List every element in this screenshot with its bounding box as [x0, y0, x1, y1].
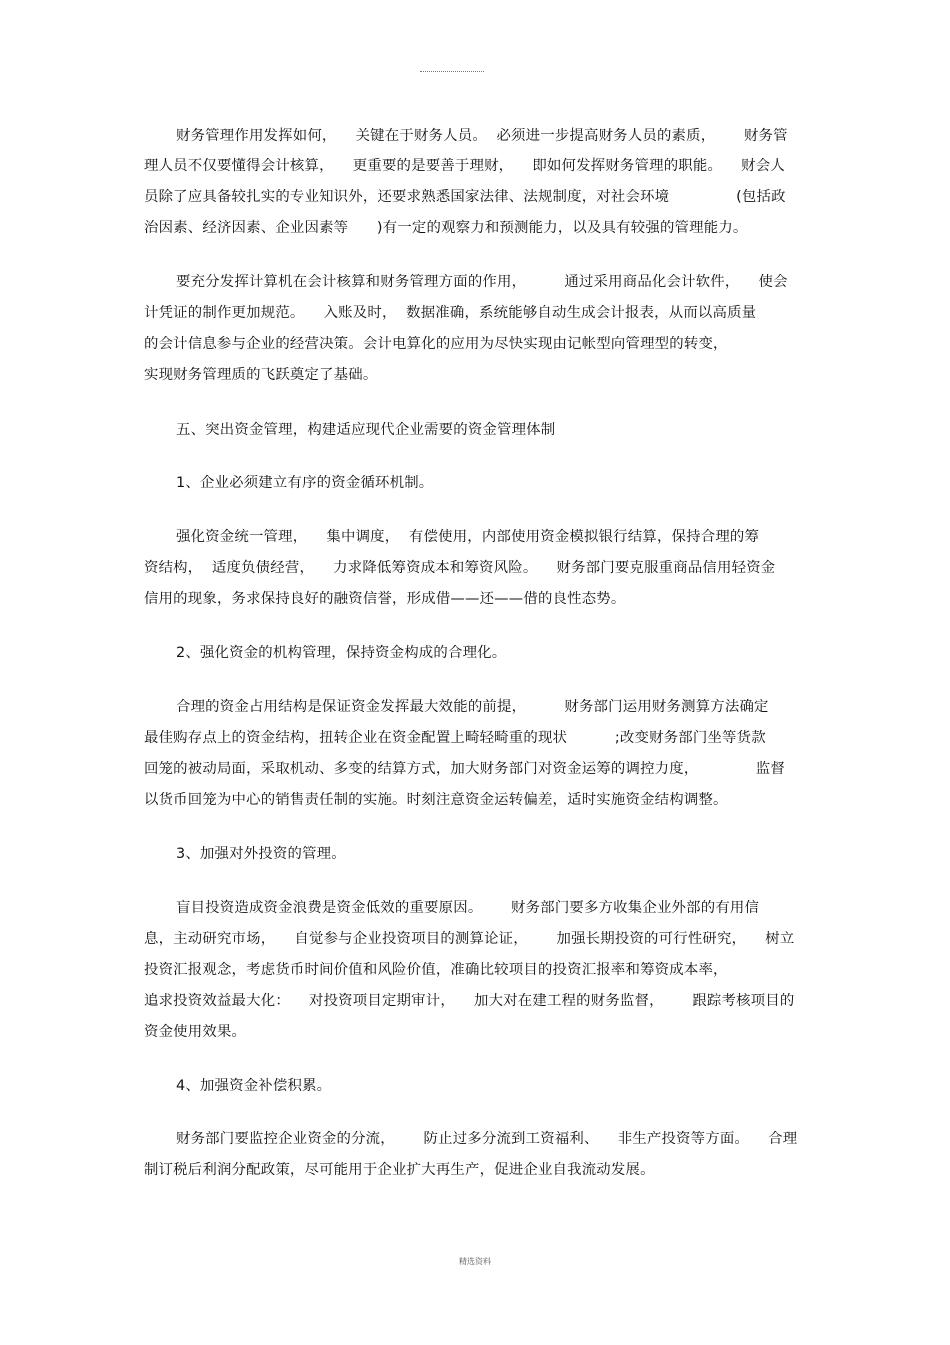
paragraph-3-line-3: 信用的现象，务求保持良好的融资信誉，形成借——还——借的良性态势。 [144, 591, 626, 607]
section-heading-5: 五、突出资金管理，构建适应现代企业需要的资金管理体制 [176, 422, 556, 438]
paragraph-5-line-5: 资金使用效果。 [144, 1024, 247, 1040]
paragraph-2-line-4: 实现财务管理质的飞跃奠定了基础。 [144, 367, 378, 383]
subheading-2: 2、强化资金的机构管理，保持资金构成的合理化。 [176, 645, 507, 661]
paragraph-3-line-2: 资结构， 适度负债经营， 力求降低筹资成本和筹资风险。 财务部门要克服重商品信用轻资金 [144, 560, 776, 576]
paragraph-6-line-2: 制订税后利润分配政策，尽可能用于企业扩大再生产，促进企业自我流动发展。 [144, 1162, 655, 1178]
paragraph-4-line-1: 合理的资金占用结构是保证资金发挥最大效能的前提， 财务部门运用财务测算方法确定 [176, 699, 769, 715]
subheading-3: 3、加强对外投资的管理。 [176, 846, 346, 862]
paragraph-2-line-2: 计凭证的制作更加规范。 入账及时， 数据准确，系统能够自动生成会计报表，从而以高质量 [144, 305, 757, 321]
paragraph-4-line-4: 以货币回笼为中心的销售责任制的实施。时刻注意资金运转偏差，适时实施资金结构调整。 [144, 792, 728, 808]
paragraph-1-line-4: 治因素、经济因素、企业因素等 )有一定的观察力和预测能力，以及具有较强的管理能力。 [144, 220, 748, 236]
header-rule [420, 71, 484, 72]
paragraph-1-line-2: 理人员不仅要懂得会计核算， 更重要的是要善于理财， 即如何发挥财务管理的职能。 财会人 [144, 158, 785, 174]
paragraph-4-line-3: 回笼的被动局面，采取机动、多变的结算方式，加大财务部门对资金运筹的调控力度， 监督 [144, 761, 785, 777]
paragraph-5-line-2: 息，主动研究市场， 自觉参与企业投资项目的测算论证， 加强长期投资的可行性研究， 树立 [144, 931, 795, 947]
page-footer: 精选资料 [459, 1257, 491, 1266]
paragraph-5-line-3: 投资汇报观念，考虑货币时间价值和风险价值，准确比较项目的投资汇报率和筹资成本率， [144, 962, 728, 978]
paragraph-5-line-4: 追求投资效益最大化： 对投资项目定期审计， 加大对在建工程的财务监督， 跟踪考核项目的 [144, 993, 795, 1009]
subheading-4: 4、加强资金补偿积累。 [176, 1078, 332, 1094]
paragraph-1-line-3: 员除了应具备较扎实的专业知识外，还要求熟悉国家法律、法规制度，对社会环境 (包括政 [144, 189, 786, 205]
paragraph-4-line-2: 最佳购存点上的资金结构，扭转企业在资金配置上畸轻畸重的现状 ;改变财务部门坐等货款 [144, 730, 766, 746]
paragraph-2-line-3: 的会计信息参与企业的经营决策。会计电算化的应用为尽快实现由记帐型向管理型的转变， [144, 336, 728, 352]
paragraph-1-line-1: 财务管理作用发挥如何， 关键在于财务人员。 必须进一步提高财务人员的素质， 财务管 [176, 128, 788, 144]
subheading-1: 1、企业必须建立有序的资金循环机制。 [176, 475, 434, 491]
paragraph-3-line-1: 强化资金统一管理， 集中调度， 有偿使用，内部使用资金模拟银行结算，保持合理的筹 [176, 529, 760, 545]
paragraph-5-line-1: 盲目投资造成资金浪费是资金低效的重要原因。 财务部门要多方收集企业外部的有用信 [176, 900, 760, 916]
paragraph-2-line-1: 要充分发挥计算机在会计核算和财务管理方面的作用， 通过采用商品化会计软件， 使会 [176, 274, 788, 290]
paragraph-6-line-1: 财务部门要监控企业资金的分流， 防止过多分流到工资福利、 非生产投资等方面。 合理 [176, 1131, 798, 1147]
